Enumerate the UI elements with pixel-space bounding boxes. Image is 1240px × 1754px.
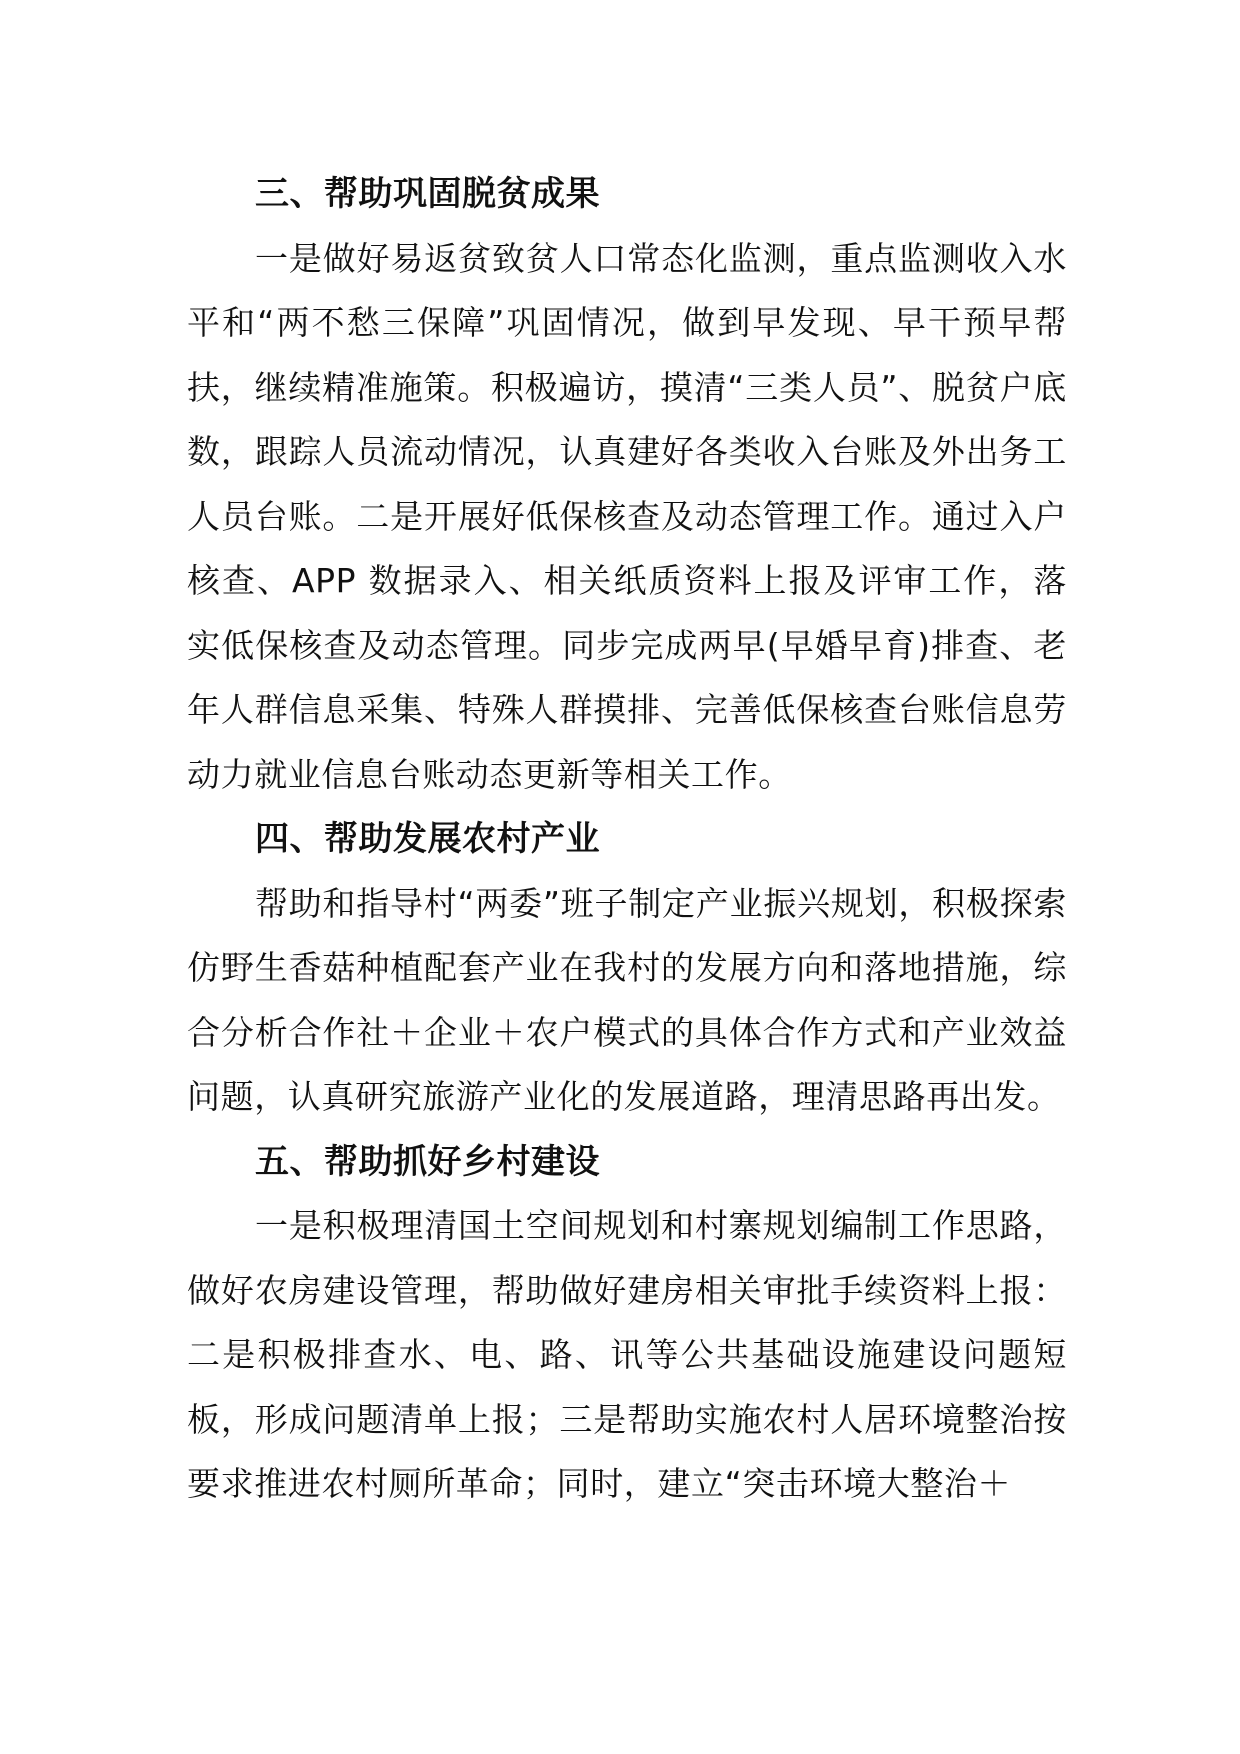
section-body-3: 一是做好易返贫致贫人口常态化监测，重点监测收入水平和“两不愁三保障”巩固情况，做到早发现、早干预早帮扶，继续精准施策。积极遍访，摸清“三类人员”、脱贫户底数，跟踪人员流动情况，认真建好各类收入台账及外出务工人员台账。二是开展好低保核查及动态管理工作。通过入户核查、APP 数据录入、相关纸质资料上报及评审工作，落实低保核查及动态管理。同步完成两早(早婚早育)排查、老年人群信息采集、特殊人群摸排、完善低保核查台账信息劳动力就业信息台账动态更新等相关工作。 [187, 238, 1067, 794]
section-heading-3: 三、帮助巩固脱贫成果 [255, 174, 600, 214]
section-heading-4: 四、帮助发展农村产业 [255, 819, 600, 859]
section-heading-5: 五、帮助抓好乡村建设 [255, 1141, 600, 1182]
section-body-5: 一是积极理清国土空间规划和村寨规划编制工作思路，做好农房建设管理，帮助做好建房相关审批手续资料上报：二是积极排查水、电、路、讯等公共基础设施建设问题短板，形成问题清单上报；三是帮助实施农村人居环境整治按要求推进农村厕所革命；同时，建立“突击环境大整治＋ [187, 1206, 1067, 1503]
document-page [187, 162, 1067, 1517]
section-body-4: 帮助和指导村“两委”班子制定产业振兴规划，积极探索仿野生香菇种植配套产业在我村的发展方向和落地措施，综合分析合作社＋企业＋农户模式的具体合作方式和产业效益问题，认真研究旅游产业化的发展道路，理清思路再出发。 [187, 883, 1067, 1116]
